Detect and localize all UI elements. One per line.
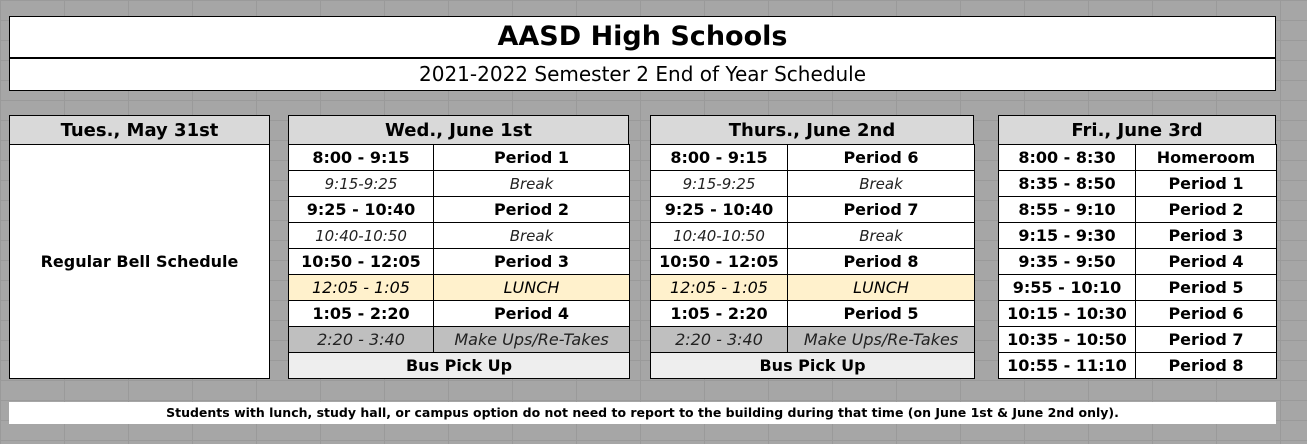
table-row (289, 275, 630, 301)
table-row (651, 353, 975, 379)
table-row (999, 301, 1277, 327)
time-cell: 2:20 - 3:40 (651, 327, 788, 353)
table-row (999, 249, 1277, 275)
time-cell: 8:00 - 9:15 (289, 145, 434, 171)
label-cell: Period 2 (434, 197, 630, 223)
time-cell: 10:40-10:50 (651, 223, 788, 249)
time-cell: 8:00 - 9:15 (651, 145, 788, 171)
table-row (289, 197, 630, 223)
table-row (999, 275, 1277, 301)
time-cell: 10:15 - 10:30 (999, 301, 1136, 327)
time-cell: 9:15 - 9:30 (999, 223, 1136, 249)
table-row (999, 171, 1277, 197)
table-row (651, 249, 975, 275)
tue-header: Tues., May 31st (9, 115, 270, 145)
time-cell: 12:05 - 1:05 (651, 275, 788, 301)
label-cell: Period 4 (434, 301, 630, 327)
time-cell: 9:25 - 10:40 (651, 197, 788, 223)
label-cell: Period 3 (434, 249, 630, 275)
table-row (651, 275, 975, 301)
table-row (289, 171, 630, 197)
time-cell: 10:55 - 11:10 (999, 353, 1136, 379)
label-cell: LUNCH (788, 275, 975, 301)
tue-body-text: Regular Bell Schedule (40, 252, 239, 271)
table-row (999, 197, 1277, 223)
label-cell: Homeroom (1136, 145, 1277, 171)
time-cell: 2:20 - 3:40 (289, 327, 434, 353)
table-row (651, 145, 975, 171)
time-cell: 9:15-9:25 (651, 171, 788, 197)
table-row (289, 145, 630, 171)
time-cell: 10:50 - 12:05 (651, 249, 788, 275)
table-row (651, 301, 975, 327)
wed-header: Wed., June 1st (288, 115, 629, 145)
table-row (651, 327, 975, 353)
time-cell: 9:15-9:25 (289, 171, 434, 197)
table-row (651, 171, 975, 197)
label-cell: Period 3 (1136, 223, 1277, 249)
label-cell: Make Ups/Re-Takes (434, 327, 630, 353)
table-row (289, 249, 630, 275)
label-cell: Period 5 (1136, 275, 1277, 301)
table-row (289, 223, 630, 249)
label-cell: Period 4 (1136, 249, 1277, 275)
thu-header: Thurs., June 2nd (650, 115, 974, 145)
label-cell: Break (434, 171, 630, 197)
table-row (651, 197, 975, 223)
time-cell: 10:35 - 10:50 (999, 327, 1136, 353)
time-cell: 10:40-10:50 (289, 223, 434, 249)
time-cell: 9:35 - 9:50 (999, 249, 1136, 275)
time-cell: 8:00 - 8:30 (999, 145, 1136, 171)
page-title: AASD High Schools (9, 16, 1276, 58)
table-row (999, 353, 1277, 379)
table-row (999, 145, 1277, 171)
table-row (289, 301, 630, 327)
label-cell: Period 1 (434, 145, 630, 171)
label-cell: Make Ups/Re-Takes (788, 327, 975, 353)
page-subtitle: 2021-2022 Semester 2 End of Year Schedule (9, 58, 1276, 91)
time-cell: 8:55 - 9:10 (999, 197, 1136, 223)
label-cell: Period 6 (1136, 301, 1277, 327)
bus-pickup-cell: Bus Pick Up (651, 353, 975, 379)
bus-pickup-cell: Bus Pick Up (289, 353, 630, 379)
label-cell: Break (788, 223, 975, 249)
time-cell: 1:05 - 2:20 (289, 301, 434, 327)
table-row (651, 223, 975, 249)
fri-schedule-table (998, 144, 1277, 379)
label-cell: Break (434, 223, 630, 249)
thu-schedule-table (650, 144, 975, 379)
label-cell: Period 6 (788, 145, 975, 171)
footnote: Students with lunch, study hall, or campus option do not need to report to the building during that time (on June 1st & June 2nd only). (9, 402, 1276, 424)
time-cell: 12:05 - 1:05 (289, 275, 434, 301)
label-cell: Period 5 (788, 301, 975, 327)
time-cell: 8:35 - 8:50 (999, 171, 1136, 197)
table-row (289, 327, 630, 353)
label-cell: Period 7 (788, 197, 975, 223)
tue-body-cell (9, 144, 270, 379)
table-row (999, 327, 1277, 353)
label-cell: Period 8 (1136, 353, 1277, 379)
label-cell: Period 8 (788, 249, 975, 275)
time-cell: 9:55 - 10:10 (999, 275, 1136, 301)
label-cell: Break (788, 171, 975, 197)
table-row (289, 353, 630, 379)
time-cell: 10:50 - 12:05 (289, 249, 434, 275)
label-cell: Period 1 (1136, 171, 1277, 197)
table-row (999, 223, 1277, 249)
time-cell: 1:05 - 2:20 (651, 301, 788, 327)
wed-schedule-table (288, 144, 630, 379)
label-cell: Period 7 (1136, 327, 1277, 353)
label-cell: LUNCH (434, 275, 630, 301)
label-cell: Period 2 (1136, 197, 1277, 223)
time-cell: 9:25 - 10:40 (289, 197, 434, 223)
fri-header: Fri., June 3rd (998, 115, 1276, 145)
